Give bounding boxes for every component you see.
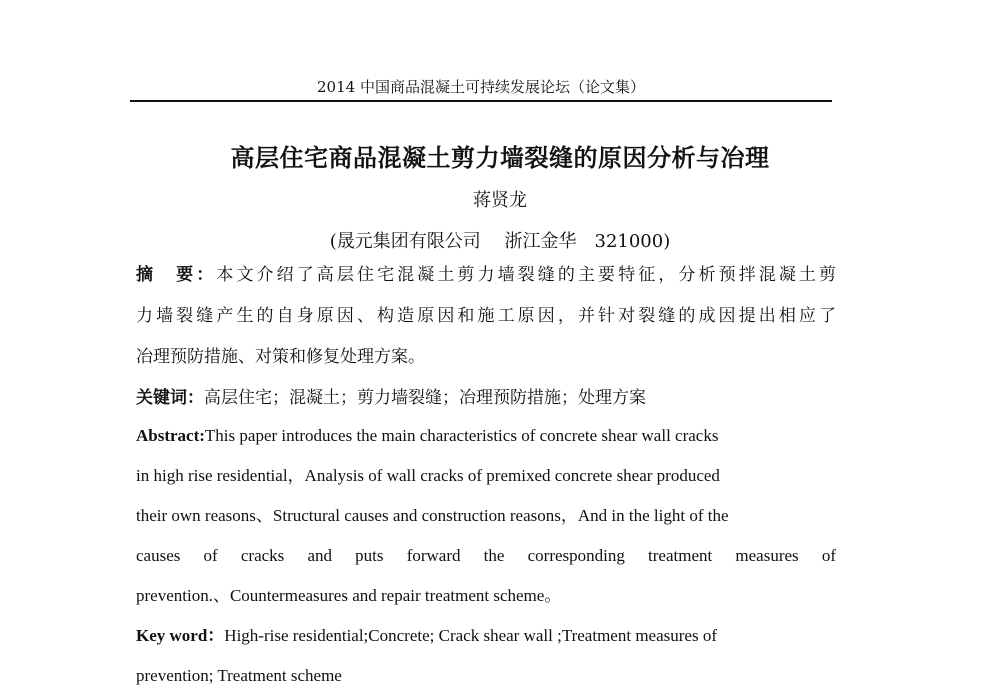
keywords-en-label: Key word： bbox=[136, 626, 225, 645]
abstract-en-label: Abstract: bbox=[136, 426, 205, 445]
author-name: 蒋贤龙 bbox=[473, 190, 527, 211]
paper-title: 高层住宅商品混凝土剪力墙裂缝的原因分析与冶理 bbox=[230, 144, 770, 172]
keywords-en-line: prevention; Treatment scheme bbox=[136, 666, 342, 685]
keywords-cn-text: 高层住宅；混凝土；剪力墙裂缝；冶理预防措施；处理方案 bbox=[204, 388, 646, 408]
abstract-cn-line: 冶理预防措施、对策和修复处理方案。 bbox=[136, 347, 425, 367]
abstract-en-text: This paper introduces the main characteristics of concrete shear wall cracks bbox=[204, 426, 719, 445]
abstract-cn-label: 摘 要： bbox=[136, 265, 217, 285]
keywords-en-line bbox=[136, 616, 836, 656]
running-header: 2014 中国商品混凝土可持续发展论坛（论文集） bbox=[317, 78, 645, 96]
author-affiliation: (晟元集团有限公司 浙江金华 321000) bbox=[329, 231, 671, 252]
abstract-en-line: their own reasons、Structural causes and construction reasons，And in the light of the bbox=[136, 506, 729, 525]
abstract-en-line: causes of cracks and puts forward the corresponding treatment measures of bbox=[136, 546, 836, 565]
abstract-cn-line bbox=[136, 255, 836, 296]
abstract-en-line: in high rise residential，Analysis of wall cracks of premixed concrete shear produced bbox=[136, 466, 720, 485]
abstract-cn-text: 本文介绍了高层住宅混凝土剪力墙裂缝的主要特征，分析预拌混凝土剪 bbox=[216, 265, 837, 285]
english-abstract-block bbox=[136, 416, 836, 696]
abstract-cn-line: 力墙裂缝产生的自身原因、构造原因和施工原因，并针对裂缝的成因提出相应了 bbox=[136, 306, 836, 326]
header-rule bbox=[130, 100, 832, 102]
keywords-en-text: High-rise residential;Concrete; Crack shear wall ;Treatment measures of bbox=[224, 626, 717, 645]
chinese-abstract-block bbox=[136, 255, 836, 419]
abstract-en-line bbox=[136, 416, 836, 456]
keywords-cn-line bbox=[136, 378, 836, 419]
abstract-en-line: prevention.、Countermeasures and repair treatment scheme。 bbox=[136, 586, 562, 605]
keywords-cn-label: 关键词： bbox=[136, 388, 204, 408]
